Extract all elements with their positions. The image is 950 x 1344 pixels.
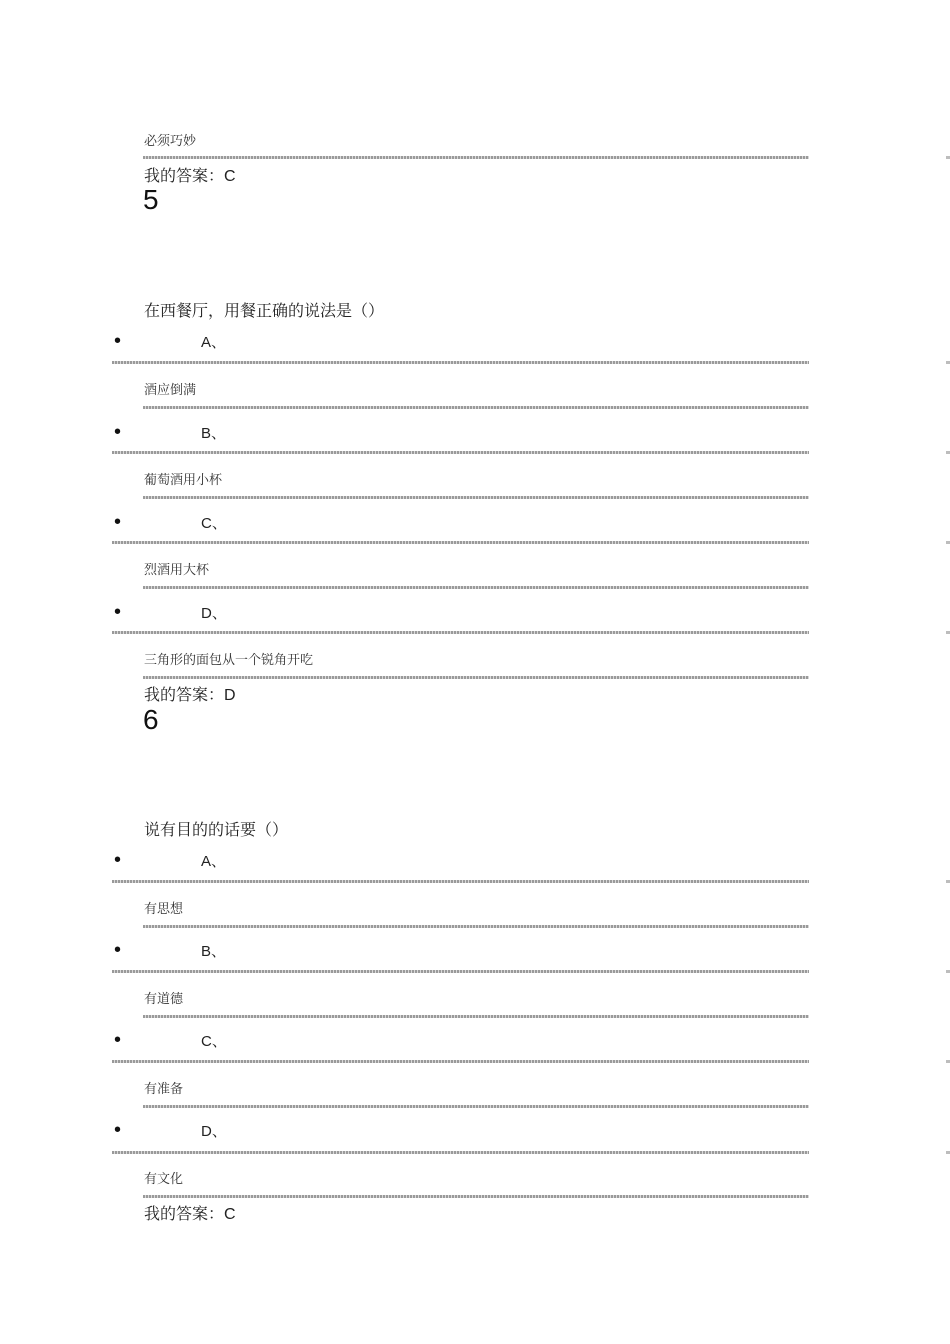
divider xyxy=(112,880,809,883)
option-text: 有道德 xyxy=(144,992,184,1007)
my-answer xyxy=(144,163,236,186)
question-number: 6 xyxy=(143,704,159,735)
my-answer xyxy=(144,1201,236,1224)
my-answer xyxy=(144,682,236,705)
edge-mark xyxy=(946,880,950,883)
edge-mark xyxy=(946,1151,950,1154)
divider xyxy=(112,1151,809,1154)
divider xyxy=(112,361,809,364)
answer-value: D xyxy=(224,687,236,704)
divider xyxy=(112,970,809,973)
edge-mark xyxy=(946,541,950,544)
option-text: 必须巧妙 xyxy=(144,134,197,149)
option-letter: A、 xyxy=(201,334,227,351)
divider xyxy=(143,676,809,679)
option-text: 烈酒用大杯 xyxy=(144,563,210,578)
edge-mark xyxy=(946,451,950,454)
bullet-icon: • xyxy=(114,1119,122,1141)
edge-mark xyxy=(946,1060,950,1063)
answer-label: 我的答案： xyxy=(144,1204,225,1223)
question-text: 说有目的的话要（） xyxy=(144,820,289,839)
option-letter: C、 xyxy=(201,515,227,532)
bullet-icon: • xyxy=(114,421,122,443)
edge-mark xyxy=(946,631,950,634)
answer-label: 我的答案： xyxy=(144,685,225,704)
option-letter: C、 xyxy=(201,1033,227,1050)
option-text: 有准备 xyxy=(144,1082,184,1097)
question-text: 在西餐厅，用餐正确的说法是（） xyxy=(144,301,385,320)
divider xyxy=(112,631,809,634)
option-text: 葡萄酒用小杯 xyxy=(144,473,223,488)
divider xyxy=(143,496,809,499)
divider xyxy=(112,1060,809,1063)
edge-mark xyxy=(946,361,950,364)
bullet-icon: • xyxy=(114,939,122,961)
option-letter: A、 xyxy=(201,853,227,870)
option-text: 有文化 xyxy=(144,1172,184,1187)
option-letter: B、 xyxy=(201,943,227,960)
divider xyxy=(143,1015,809,1018)
answer-label: 我的答案： xyxy=(144,166,225,185)
answer-value: C xyxy=(224,168,236,185)
divider xyxy=(112,541,809,544)
option-letter: D、 xyxy=(201,1123,227,1140)
divider xyxy=(143,925,809,928)
bullet-icon: • xyxy=(114,1029,122,1051)
divider xyxy=(143,406,809,409)
divider xyxy=(112,451,809,454)
divider xyxy=(143,1195,809,1198)
option-letter: B、 xyxy=(201,425,227,442)
edge-mark xyxy=(946,970,950,973)
divider xyxy=(143,1105,809,1108)
bullet-icon: • xyxy=(114,330,122,352)
option-text: 三角形的面包从一个锐角开吃 xyxy=(144,653,314,668)
bullet-icon: • xyxy=(114,511,122,533)
divider xyxy=(143,156,809,159)
bullet-icon: • xyxy=(114,849,122,871)
option-text: 有思想 xyxy=(144,902,184,917)
bullet-icon: • xyxy=(114,601,122,623)
option-text: 酒应倒满 xyxy=(144,383,197,398)
answer-value: C xyxy=(224,1206,236,1223)
divider xyxy=(143,586,809,589)
edge-mark xyxy=(946,156,950,159)
question-number: 5 xyxy=(143,184,159,215)
option-letter: D、 xyxy=(201,605,227,622)
